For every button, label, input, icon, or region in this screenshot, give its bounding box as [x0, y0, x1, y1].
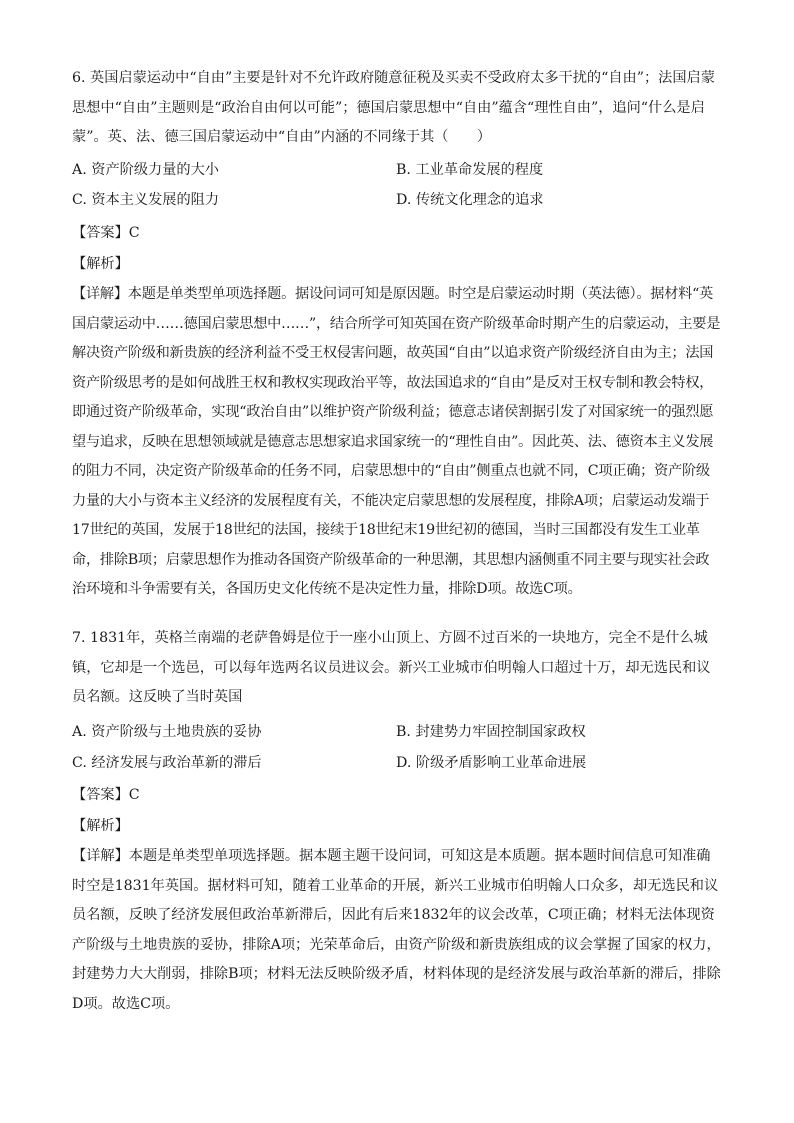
question-6-option-d: D. 传统文化理念的追求	[396, 192, 544, 208]
question-6-stem: 6. 英国启蒙运动中“自由”主要是针对不允许政府随意征税及买卖不受政府太多干扰的“自由”；法国启蒙思想中“自由”主题则是“政治自由何以可能”；德国启蒙思想中“自由”蕴含“理性自由”，追问“什么是启蒙”。英、法、德三国启蒙运动中“自由”内涵的不同缘于其（ ）	[72, 70, 715, 145]
question-7-options-row-1	[72, 717, 722, 747]
question-6-option-c: C. 资本主义发展的阻力	[72, 192, 220, 208]
question-6-answer: 【答案】C	[72, 225, 140, 241]
question-7-option-c: C. 经济发展与政治革新的滞后	[72, 755, 262, 771]
question-7-analysis-label: 【解析】	[72, 818, 129, 834]
question-7-detail: 【详解】本题是单类型单项选择题。据本题主题干设问词，可知这是本质题。据本题时间信息可知准确时空是1831年英国。据材料可知，随着工业革命的开展，新兴工业城市伯明翰人口众多，却无选民和议员名额，反映了经济发展但政治革新滞后，因此有后来1832年的议会改革，C项正确；材料无法体现资产阶级与土地贵族的妥协，排除A项；光荣革命后，由资产阶级和新贵族组成的议会掌握了国家的权力，封建势力大大削弱，排除B项；材料无法反映阶级矛盾，材料体现的是经济发展与政治革新的滞后，排除D项。故选C项。	[72, 848, 721, 1012]
question-7-option-d: D. 阶级矛盾影响工业革命进展	[396, 755, 587, 771]
question-6-option-a: A. 资产阶级力量的大小	[72, 162, 219, 178]
question-6-analysis-label: 【解析】	[72, 256, 129, 272]
question-6-option-b: B. 工业革命发展的程度	[396, 162, 544, 178]
question-7-options-row-2	[72, 748, 722, 778]
question-7-option-a: A. 资产阶级与土地贵族的妥协	[72, 724, 262, 740]
question-6-options-row-1	[72, 155, 722, 185]
question-6-detail: 【详解】本题是单类型单项选择题。据设问词可知是原因题。时空是启蒙运动时期（英法德）。据材料“英国启蒙运动中……德国启蒙思想中……”，结合所学可知英国在资产阶级革命时期产生的启蒙运动，主要是解决资产阶级和新贵族的经济利益不受王权侵害问题，故英国“自由”以追求资产阶级经济自由为主；法国资产阶级思考的是如何战胜王权和教权实现政治平等，故法国追求的“自由”是反对王权专制和教会特权，即通过资产阶级革命，实现“政治自由”以维护资产阶级利益；德意志诸侯割据引发了对国家统一的强烈愿望与追求，反映在思想领域就是德意志思想家追求国家统一的“理性自由”。因此英、法、德资本主义发展的阻力不同，决定资产阶级革命的任务不同，启蒙思想中的“自由”侧重点也就不同，C项正确；资产阶级力量的大小与资本主义经济的发展程度有关，不能决定启蒙思想的发展程度，排除A项；启蒙运动发端于17世纪的英国，发展于18世纪的法国，接续于18世纪末19世纪初的德国，当时三国都没有发生工业革命，排除B项；启蒙思想作为推动各国资产阶级革命的一种思潮，其思想内涵侧重不同主要与现实社会政治环境和斗争需要有关，各国历史文化传统不是决定性力量，排除D项。故选C项。	[72, 286, 721, 597]
question-7-answer: 【答案】C	[72, 787, 140, 803]
question-7-option-b: B. 封建势力牢固控制国家政权	[396, 724, 586, 740]
question-7-stem: 7. 1831年，英格兰南端的老萨鲁姆是位于一座小山顶上、方圆不过百米的一块地方，完全不是什么城镇，它却是一个选邑，可以每年选两名议员进议会。新兴工业城市伯明翰人口超过十万，却无选民和议员名额。这反映了当时英国	[72, 630, 711, 705]
question-6-options-row-2	[72, 185, 722, 215]
